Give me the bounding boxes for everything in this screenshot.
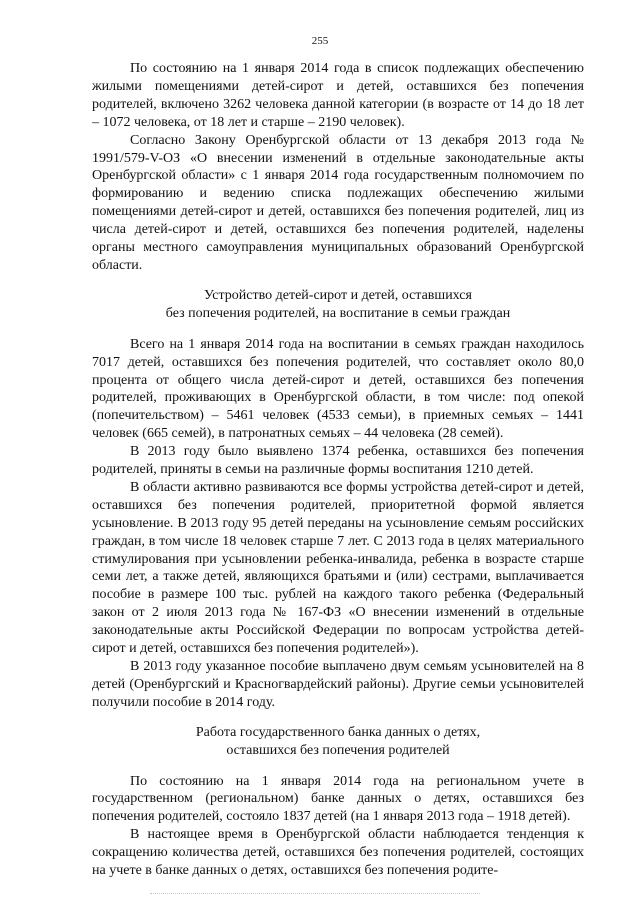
document-body xyxy=(92,60,584,880)
paragraph: Согласно Закону Оренбургской области от 13 декабря 2013 года № 1991/579-V-ОЗ «О внесении изменений в отдельные законодательные акты Оренбургской области» с 1 января 2014 года государственным полномочием по формированию и ведению списка подлежащих обеспечению жилыми помещениями детей-сирот и детей, оставшихся без попечения родителей, лиц из числа детей-сирот и детей, оставшихся без попечения родителей, наделены органы местного самоуправления муниципальных образований Оренбургской области. xyxy=(92,132,584,273)
section-placement xyxy=(92,287,584,712)
paragraph: По состоянию на 1 января 2014 года в список подлежащих обеспечению жилыми помещениями детей-сирот и детей, оставшихся без попечения родителей, включено 3262 человека данной категории (в возрасте от 14 до 18 лет – 1072 человека, от 18 лет и старше – 2190 человек). xyxy=(92,61,584,130)
paragraph: В 2013 году было выявлено 1374 ребенка, оставшихся без попечения родителей, приняты в семьи на различные формы воспитания 1210 детей. xyxy=(92,444,584,478)
page-number: 255 xyxy=(311,35,329,47)
section-heading-line: Устройство детей-сирот и детей, оставшихся xyxy=(204,287,472,303)
section-databank xyxy=(92,724,584,880)
paragraph: В настоящее время в Оренбургской области наблюдается тенденция к сокращению количества детей, оставшихся без попечения родителей, состоящих на учете в банке данных о детях, оставшихся без попечения родите- xyxy=(92,827,584,879)
section-heading xyxy=(92,724,584,760)
section-heading-line: Работа государственного банка данных о детях, xyxy=(195,724,481,740)
paragraph: Всего на 1 января 2014 года на воспитании в семьях граждан находилось 7017 детей, оставшихся без попечения родителей, что составляет около 80,0 процента от общего числа детей-сирот и детей, оставшихся без попечения родителей, проживающих в Оренбургской области, в том числе: под опекой (попечительством) – 5461 человек (4533 семьи), в приемных семьях – 1441 человек (665 семей), в патронатных семьях – 44 человека (28 семей). xyxy=(92,336,584,442)
section-intro xyxy=(92,60,584,275)
section-heading-line: оставшихся без попечения родителей xyxy=(226,742,450,758)
bleed-through-line xyxy=(150,893,480,896)
section-heading-line: без попечения родителей, на воспитание в семьи граждан xyxy=(165,305,511,321)
paragraph: По состоянию на 1 января 2014 года на региональном учете в государственном (региональном) банке данных о детях, оставшихся без попечения родителей, состояло 1837 детей (на 1 января 2013 года – 1918 детей). xyxy=(92,773,584,825)
section-heading xyxy=(92,287,584,323)
paragraph: В 2013 году указанное пособие выплачено двум семьям усыновителей на 8 детей (Оренбургский и Красногвардейский районы). Другие семьи усыновителей получили пособие в 2014 году. xyxy=(92,659,584,710)
paragraph: В области активно развиваются все формы устройства детей-сирот и детей, оставшихся без попечения родителей, приоритетной формой является усыновление. В 2013 году 95 детей переданы на усыновление семьям российских граждан, в том числе 18 человек старше 7 лет. С 2013 года в целях материального стимулирования при усыновлении ребенка-инвалида, ребенка в возрасте старше семи лет, а также детей, являющихся братьями и (или) сестрами, выплачивается пособие в размере 100 тыс. рублей на каждого такого ребенка (Федеральный закон от 2 июля 2013 года № 167-ФЗ «О внесении изменений в отдельные законодательные акты Российской Федерации по вопросам устройства детей-сирот и детей, оставшихся без попечения родителей»). xyxy=(92,479,584,657)
